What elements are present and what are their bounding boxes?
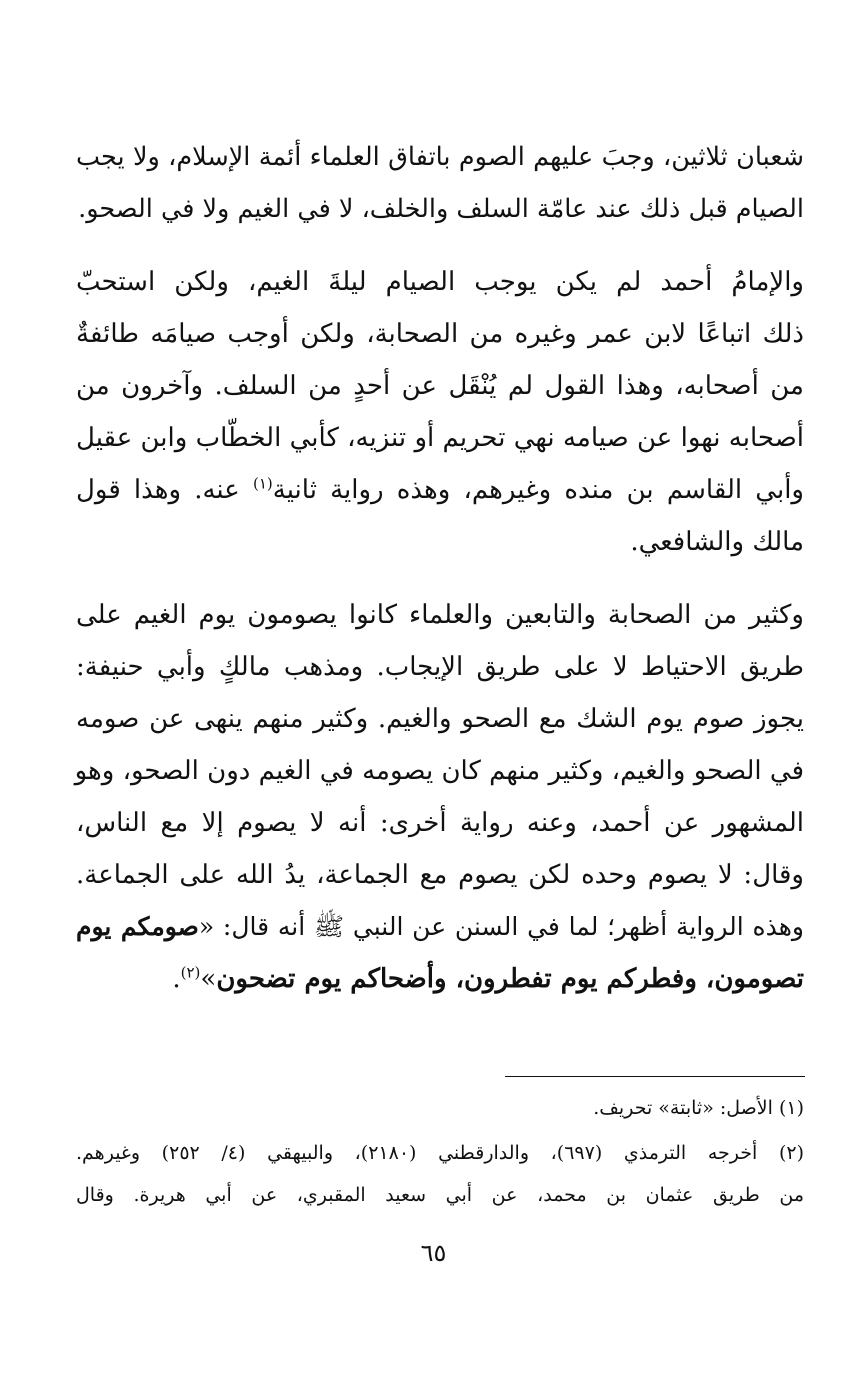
footnote: من طريق عثمان بن محمد، عن أبي سعيد المقبري، عن أبي هريرة. وقال [76,1184,804,1206]
body-line: أصحابه نهوا عن صيامه نهي تحريم أو تنزيه، كأبي الخطّاب وابن عقيل [76,423,804,453]
body-line: شعبان ثلاثين، وجبَ عليهم الصوم باتفاق العلماء أئمة الإسلام، ولا يجب [76,142,804,172]
body-line-with-quote [76,908,804,946]
body-line: طريق الاحتياط لا على طريق الإيجاب. ومذهب مالكٍ وأبي حنيفة: [76,652,804,682]
body-line: المشهور عن أحمد، وعنه رواية أخرى: أنه لا يصوم إلا مع الناس، [76,808,804,838]
line-end: . [172,964,181,994]
body-line: مالك والشافعي. [630,527,804,557]
footnote-marker: (١) [252,474,273,493]
body-line: الصيام قبل ذلك عند عامّة السلف والخلف، لا في الغيم ولا في الصحو. [78,194,804,224]
footnote: (٢) أخرجه الترمذي (٦٩٧)، والدارقطني (٢١٨٠)، والبيهقي (٤/ ٢٥٢) وغيرهم. [76,1142,804,1164]
hadith-quote: تصومون، وفطركم يوم تفطرون، وأضحاكم يوم تضحون [216,964,804,994]
page-number: ٦٥ [420,1239,447,1267]
line-text: وهذه الرواية أظهر؛ لما في السنن عن النبي ﷺ أنه قال: « [198,912,804,941]
footnote-marker: (٢) [180,963,201,982]
body-line-with-note [76,471,804,509]
body-line: وقال: لا يصوم وحده لكن يصوم مع الجماعة، يدُ الله على الجماعة. [76,860,804,890]
body-line-with-quote [76,960,804,998]
body-line: يجوز صوم يوم الشك مع الصحو والغيم. وكثير منهم ينهى عن صومه [76,704,804,734]
body-line: في الصحو والغيم، وكثير منهم كان يصومه في الغيم دون الصحو، وهو [74,756,804,786]
body-line: وكثير من الصحابة والتابعين والعلماء كانوا يصومون يوم الغيم على [76,600,804,630]
body-line: والإمامُ أحمد لم يكن يوجب الصيام ليلةَ الغيم، ولكن استحبّ [76,267,804,297]
hadith-quote: صومكم يوم [76,912,199,941]
line-text: عنه. وهذا قول [76,475,253,505]
footnote-separator [505,1076,805,1077]
body-line: ذلك اتباعًا لابن عمر وغيره من الصحابة، ولكن أوجب صيامَه طائفةٌ [76,319,804,349]
body-line: من أصحابه، وهذا القول لم يُنْقَل عن أحدٍ من السلف. وآخرون من [76,371,804,401]
footnote: (١) الأصل: «ثابتة» تحريف. [593,1097,804,1119]
line-text: وأبي القاسم بن منده وغيرهم، وهذه رواية ثانية [272,475,804,505]
quote-close: » [200,964,217,994]
